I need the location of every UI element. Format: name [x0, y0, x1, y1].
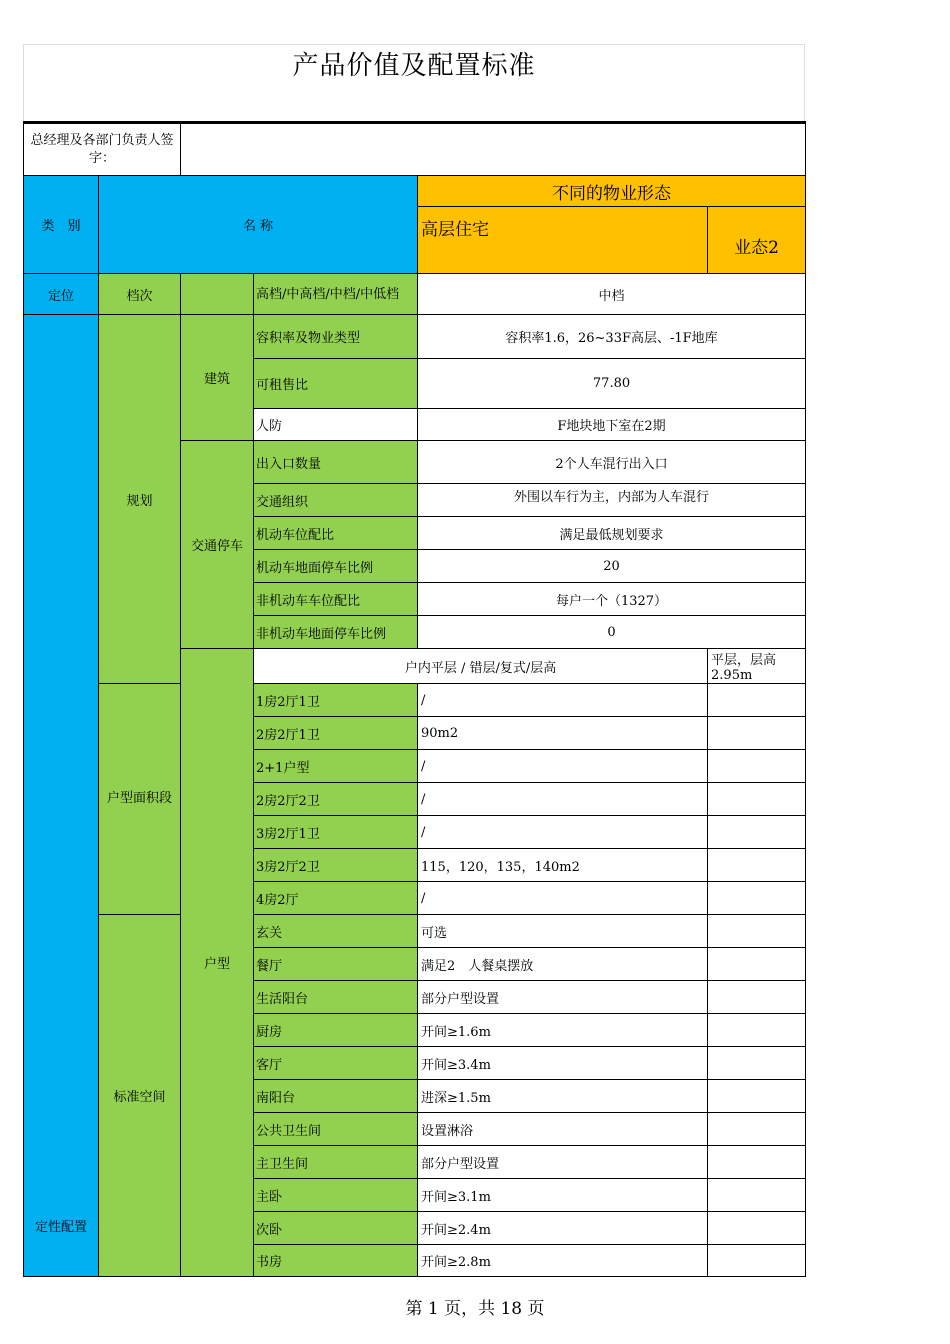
standard-item: 客厅 — [254, 1047, 418, 1080]
standard-item: 主卫生间 — [254, 1146, 418, 1179]
standard-value-2 — [708, 915, 806, 948]
standard-value-2 — [708, 948, 806, 981]
area-value: / — [418, 684, 708, 717]
positioning-blank — [181, 274, 254, 315]
standard-item: 南阳台 — [254, 1080, 418, 1113]
traffic-value: 20 — [418, 550, 806, 583]
positioning-category: 定位 — [24, 274, 99, 315]
standard-value-2 — [708, 1179, 806, 1212]
standard-value-2 — [708, 1080, 806, 1113]
standard-value-2 — [708, 1113, 806, 1146]
traffic-value: 满足最低规划要求 — [418, 517, 806, 550]
signature-label: 总经理及各部门负责人签字： — [24, 123, 181, 176]
header-form-highrise: 高层住宅 — [418, 207, 708, 274]
standard-value-2 — [708, 1047, 806, 1080]
positioning-item: 高档/中高档/中档/中低档 — [254, 274, 418, 315]
area-value-2 — [708, 882, 806, 915]
standard-item: 玄关 — [254, 915, 418, 948]
standard-value: 设置淋浴 — [418, 1113, 708, 1146]
area-value-2 — [708, 816, 806, 849]
header-form-2: 业态2 — [708, 207, 806, 274]
traffic-item: 非机动车地面停车比例 — [254, 616, 418, 649]
area-item: 3房2厅2卫 — [254, 849, 418, 882]
standard-item: 餐厅 — [254, 948, 418, 981]
area-value-2 — [708, 849, 806, 882]
area-value-2 — [708, 750, 806, 783]
area-value: / — [418, 816, 708, 849]
area-item: 2房2厅1卫 — [254, 717, 418, 750]
traffic-label: 交通停车 — [181, 441, 254, 649]
header-category: 类 别 — [24, 176, 99, 274]
standard-value: 开间≥2.4m — [418, 1212, 708, 1245]
standard-value-2 — [708, 1014, 806, 1047]
standard-item: 次卧 — [254, 1212, 418, 1245]
unit-floor-value: 平层，层高2.95m — [708, 649, 806, 684]
area-label: 户型面积段 — [99, 684, 181, 915]
traffic-item: 机动车位配比 — [254, 517, 418, 550]
area-value: 115，120，135，140m2 — [418, 849, 708, 882]
building-item: 容积率及物业类型 — [254, 315, 418, 359]
standard-value: 开间≥1.6m — [418, 1014, 708, 1047]
group-label-text: 定性配置 — [34, 1220, 87, 1235]
traffic-item: 出入口数量 — [254, 441, 418, 484]
standard-value-2 — [708, 1245, 806, 1277]
standard-value: 满足2 人餐桌摆放 — [418, 948, 708, 981]
standard-item: 书房 — [254, 1245, 418, 1277]
standard-value-2 — [708, 981, 806, 1014]
area-value: / — [418, 882, 708, 915]
building-item: 人防 — [254, 409, 418, 441]
page-title: 产品价值及配置标准 — [292, 51, 536, 81]
traffic-item: 非机动车车位配比 — [254, 583, 418, 616]
traffic-value: 每户一个（1327） — [418, 583, 806, 616]
area-item: 2房2厅2卫 — [254, 783, 418, 816]
area-item: 1房2厅1卫 — [254, 684, 418, 717]
area-item: 2+1户型 — [254, 750, 418, 783]
standard-value: 开间≥3.4m — [418, 1047, 708, 1080]
unit-label: 户型 — [181, 649, 254, 1277]
positioning-sub: 档次 — [99, 274, 181, 315]
header-property-forms: 不同的物业形态 — [418, 176, 806, 207]
area-item: 3房2厅1卫 — [254, 816, 418, 849]
traffic-item: 机动车地面停车比例 — [254, 550, 418, 583]
standard-item: 主卧 — [254, 1179, 418, 1212]
building-label: 建筑 — [181, 315, 254, 441]
area-value-2 — [708, 783, 806, 816]
area-value-2 — [708, 717, 806, 750]
standard-label: 标准空间 — [99, 915, 181, 1277]
building-item: 可租售比 — [254, 359, 418, 409]
building-value: F地块地下室在2期 — [418, 409, 806, 441]
standard-item: 厨房 — [254, 1014, 418, 1047]
area-value: / — [418, 783, 708, 816]
header-name: 名 称 — [99, 176, 418, 274]
standard-value: 开间≥3.1m — [418, 1179, 708, 1212]
area-item: 4房2厅 — [254, 882, 418, 915]
title-area — [23, 44, 805, 122]
signature-field[interactable] — [181, 123, 806, 176]
standard-value-2 — [708, 1146, 806, 1179]
area-value: / — [418, 750, 708, 783]
standard-value: 进深≥1.5m — [418, 1080, 708, 1113]
standard-item: 公共卫生间 — [254, 1113, 418, 1146]
building-value: 77.80 — [418, 359, 806, 409]
group-label — [24, 315, 99, 1277]
traffic-item: 交通组织 — [254, 484, 418, 517]
area-value: 90m2 — [418, 717, 708, 750]
area-value-2 — [708, 684, 806, 717]
standard-value: 部分户型设置 — [418, 1146, 708, 1179]
traffic-value: 2个人车混行出入口 — [418, 441, 806, 484]
standard-value-2 — [708, 1212, 806, 1245]
traffic-value: 0 — [418, 616, 806, 649]
building-value: 容积率1.6，26~33F高层、-1F地库 — [418, 315, 806, 359]
standard-item: 生活阳台 — [254, 981, 418, 1014]
unit-floor-item: 户内平层 / 错层/复式/层高 — [254, 649, 708, 684]
standard-value: 开间≥2.8m — [418, 1245, 708, 1277]
standard-value: 可选 — [418, 915, 708, 948]
planning-label: 规划 — [99, 315, 181, 684]
standard-value: 部分户型设置 — [418, 981, 708, 1014]
positioning-value: 中档 — [418, 274, 806, 315]
config-table — [23, 121, 806, 1277]
traffic-value: 外围以车行为主，内部为人车混行 — [418, 484, 806, 517]
page-footer: 第 1 页，共 18 页 — [405, 1299, 545, 1319]
